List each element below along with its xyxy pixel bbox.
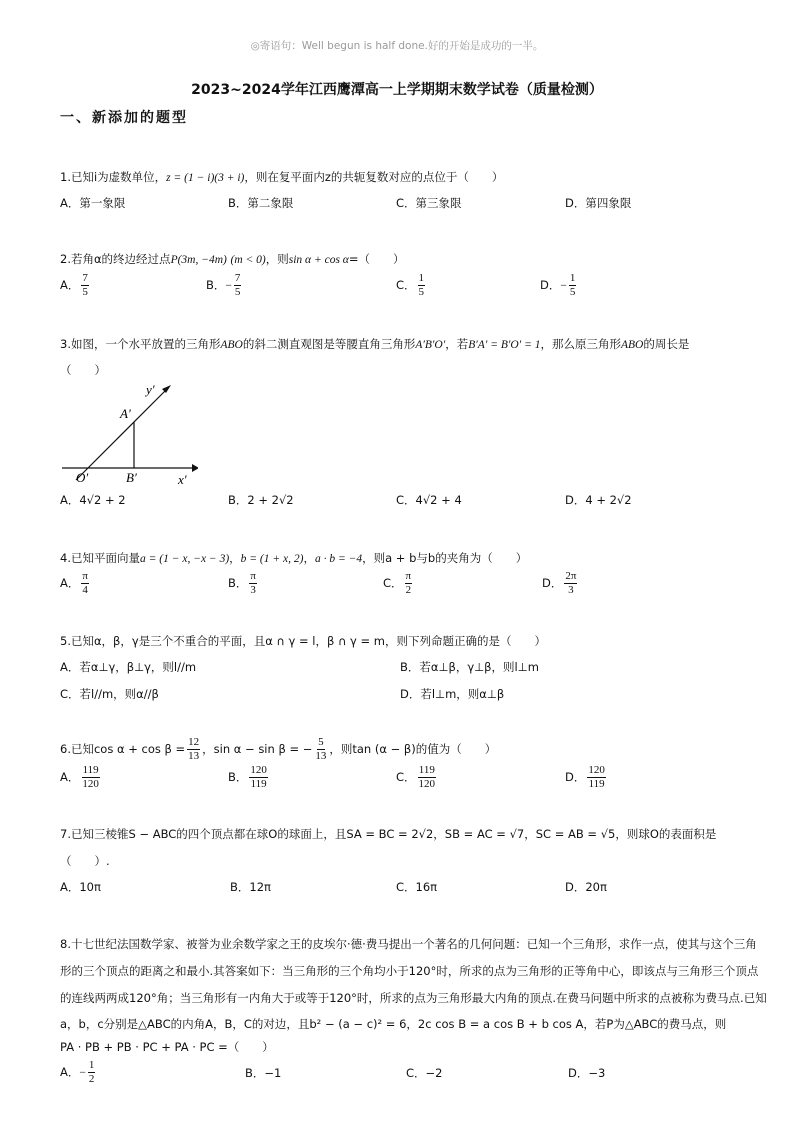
q8-option-a[interactable]: A．− $\frac{1}{2}$ bbox=[60, 1059, 95, 1085]
q6-option-d[interactable]: D． $\frac{120}{119}$ bbox=[565, 764, 605, 790]
y-axis-arrow bbox=[162, 385, 171, 393]
question-2-stem: 2.若角α的终边经过点P(3m, −4m) (m < 0)，则sin α + cos α=（ ） bbox=[60, 252, 405, 266]
q4-option-d[interactable]: D． $\frac{2\pi}{3}$ bbox=[542, 570, 577, 596]
y-axis-line bbox=[76, 388, 168, 480]
q2-option-a[interactable]: A． $\frac{7}{5}$ bbox=[60, 272, 88, 298]
question-3-stem: 3.如图，一个水平放置的三角形ABO的斜二测直观图是等腰直角三角形A′B′O′，若B′A′ = B′O′ = 1，那么原三角形ABO的周长是 bbox=[60, 337, 690, 351]
q2-option-c[interactable]: C． $\frac{1}{5}$ bbox=[396, 272, 425, 298]
q1-option-a[interactable]: A．第一象限 bbox=[60, 196, 126, 210]
motto-header: ◎寄语句：Well begun is half done.好的开始是成功的一半。 bbox=[250, 40, 544, 52]
q6-option-a[interactable]: A． $\frac{119}{120}$ bbox=[60, 764, 99, 790]
q4-option-a[interactable]: A． $\frac{\pi}{4}$ bbox=[60, 570, 88, 596]
q8-option-c[interactable]: C．−2 bbox=[406, 1066, 443, 1080]
q1-option-d[interactable]: D．第四象限 bbox=[565, 196, 632, 210]
question-8-line-3: 的连线两两成120°角；当三角形有一内角大于或等于120°时，所求的点为三角形最大内角的顶点.在费马问题中所求的点被称为费马点.已知 bbox=[60, 991, 767, 1005]
q1-option-c[interactable]: C．第三象限 bbox=[396, 196, 462, 210]
label-b: B′ bbox=[126, 470, 137, 485]
q3-option-a[interactable]: A．4√2 + 2 bbox=[60, 493, 126, 507]
section-heading: 一、新添加的题型 bbox=[60, 110, 188, 126]
q6-option-c[interactable]: C． $\frac{119}{120}$ bbox=[396, 764, 436, 790]
question-7-stem: 7.已知三棱锥S − ABC的四个顶点都在球O的球面上，且SA = BC = 2√2，SB = AC = √7，SC = AB = √5，则球O的表面积是 bbox=[60, 827, 717, 841]
q5-option-b[interactable]: B．若α⊥β，γ⊥β，则l⊥m bbox=[400, 660, 539, 674]
q7-option-b[interactable]: B．12π bbox=[230, 880, 271, 894]
question-5-stem: 5.已知α，β，γ是三个不重合的平面，且α ∩ γ = l，β ∩ γ = m，则下列命题正确的是（ ） bbox=[60, 634, 546, 648]
q7-option-c[interactable]: C．16π bbox=[396, 880, 438, 894]
question-6-stem: 6.已知cos α + cos β = $\frac{12}{13}$ ，sin α − sin β = − $\frac{5}{13}$ ，则tan (α − β)的值为（ ） bbox=[60, 736, 497, 762]
question-8-line-1: 8.十七世纪法国数学家、被誉为业余数学家之王的皮埃尔·德·费马提出一个著名的几何问题：已知一个三角形，求作一点，使其与这个三角 bbox=[60, 937, 757, 951]
q3-figure bbox=[58, 380, 198, 488]
q1-option-b[interactable]: B．第二象限 bbox=[228, 196, 294, 210]
q5-option-a[interactable]: A．若α⊥γ，β⊥γ，则l//m bbox=[60, 660, 197, 674]
question-7-paren: （ ）. bbox=[60, 854, 110, 868]
q2-option-b[interactable]: B．− $\frac{7}{5}$ bbox=[206, 272, 241, 298]
x-axis-arrow bbox=[192, 464, 198, 472]
q8-option-b[interactable]: B．−1 bbox=[245, 1066, 282, 1080]
question-4-stem: 4.已知平面向量a = (1 − x, −x − 3)，b = (1 + x, 2)，a · b = −4，则a + b与b的夹角为（ ） bbox=[60, 551, 528, 565]
q4-option-c[interactable]: C． $\frac{\pi}{2}$ bbox=[383, 570, 412, 596]
question-1-stem: 1.已知i为虚数单位，z = (1 − i)(3 + i)，则在复平面内z的共轭复数对应的点位于（ ） bbox=[60, 170, 504, 184]
question-8-line-5: PA · PB + PB · PC + PA · PC =（ ） bbox=[60, 1040, 274, 1054]
label-o: O′ bbox=[76, 470, 89, 485]
question-8-line-4: a，b，c分别是△ABC的内角A，B，C的对边，且b² − (a − c)² = 6，2c cos B = a cos B + b cos A，若P为△ABC的费马点，则 bbox=[60, 1017, 727, 1031]
q7-option-a[interactable]: A．10π bbox=[60, 880, 101, 894]
question-8-line-2: 形的三个顶点的距离之和最小.其答案如下：当三角形的三个角均小于120°时，所求的点为三角形的正等角中心，即该点与三角形三个顶点 bbox=[60, 964, 759, 978]
label-x: x′ bbox=[178, 472, 187, 487]
q5-option-c[interactable]: C．若l//m，则α//β bbox=[60, 687, 159, 701]
q4-option-b[interactable]: B． $\frac{\pi}{3}$ bbox=[228, 570, 256, 596]
q3-option-b[interactable]: B．2 + 2√2 bbox=[228, 493, 294, 507]
q5-option-d[interactable]: D．若l⊥m，则α⊥β bbox=[400, 687, 505, 701]
exam-title: 2023~2024学年江西鹰潭高一上学期期末数学试卷（质量检测） bbox=[191, 82, 603, 98]
question-3-paren: （ ） bbox=[60, 363, 106, 377]
label-y: y′ bbox=[146, 382, 155, 397]
q6-option-b[interactable]: B． $\frac{120}{119}$ bbox=[228, 764, 267, 790]
label-a: A′ bbox=[120, 406, 131, 421]
q3-option-d[interactable]: D．4 + 2√2 bbox=[565, 493, 632, 507]
q2-option-d[interactable]: D．− $\frac{1}{5}$ bbox=[540, 272, 576, 298]
q8-option-d[interactable]: D．−3 bbox=[568, 1066, 606, 1080]
q7-option-d[interactable]: D．20π bbox=[565, 880, 607, 894]
q3-option-c[interactable]: C．4√2 + 4 bbox=[396, 493, 462, 507]
